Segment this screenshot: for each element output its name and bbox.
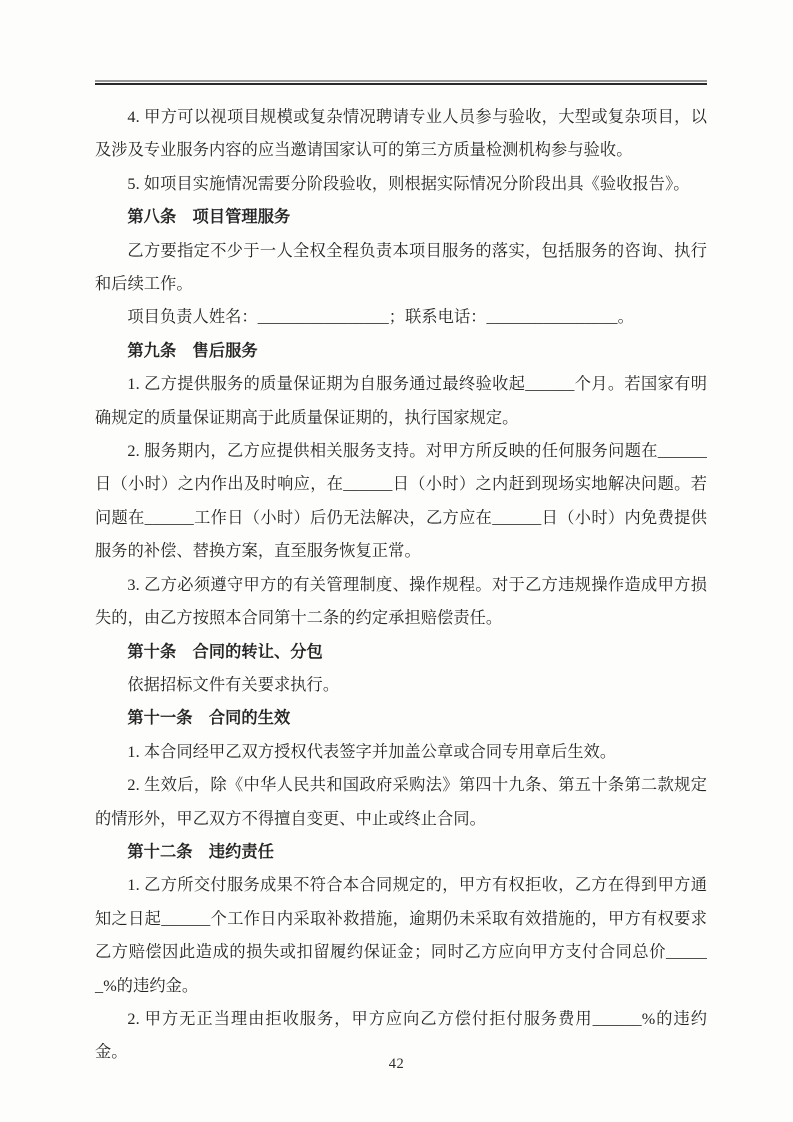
contract-paragraph: 1. 乙方提供服务的质量保证期为自服务通过最终验收起______个月。若国家有明确规定的质量保证期高于此质量保证期的，执行国家规定。 xyxy=(95,375,707,427)
contract-paragraph: 5. 如项目实施情况需要分阶段验收，则根据实际情况分阶段出具《验收报告》。 xyxy=(127,174,690,193)
contract-paragraph: 1. 本合同经甲乙双方授权代表签字并加盖公章或合同专用章后生效。 xyxy=(127,742,617,761)
contract-paragraph: 乙方要指定不少于一人全权全程负责本项目服务的落实，包括服务的咨询、执行和后续工作。 xyxy=(95,241,707,294)
page-number: 42 xyxy=(388,1056,405,1072)
section-heading-article-11: 第十一条 合同的生效 xyxy=(127,709,291,728)
contract-paragraph: 依据招标文件有关要求执行。 xyxy=(127,675,340,694)
contract-paragraph: 1. 乙方所交付服务成果不符合本合同规定的，甲方有权拒收，乙方在得到甲方通知之日起______个工作日内采取补救措施，逾期仍未采取有效措施的，甲方有权要求乙方赔偿因此造成的损失或扣留履约保证金；同时乙方应向甲方支付合同总价______%的违约金。 xyxy=(95,876,707,995)
contract-paragraph-fill-in-blanks: 项目负责人姓名：________________；联系电话：________________。 xyxy=(127,308,634,327)
contract-paragraph: 2. 服务期内，乙方应提供相关服务支持。对甲方所反映的任何服务问题在______日（小时）之内作出及时响应，在______日（小时）之内赶到现场实地解决问题。若问题在______工作日（小时）后仍无法解决，乙方应在______日（小时）内免费提供服务的补偿、替换方案，直至服务恢复正常。 xyxy=(95,442,707,561)
contract-paragraph: 2. 生效后，除《中华人民共和国政府采购法》第四十九条、第五十条第二款规定的情形外，甲乙双方不得擅自变更、中止或终止合同。 xyxy=(95,776,707,828)
contract-paragraph: 4. 甲方可以视项目规模或复杂情况聘请专业人员参与验收，大型或复杂项目，以及涉及专业服务内容的应当邀请国家认可的第三方质量检测机构参与验收。 xyxy=(95,108,707,160)
header-rule-thick-line xyxy=(95,83,707,86)
section-heading-article-12: 第十二条 违约责任 xyxy=(127,842,274,861)
section-heading-article-9: 第九条 售后服务 xyxy=(127,341,258,360)
header-rule xyxy=(95,80,707,85)
contract-paragraph: 2. 甲方无正当理由拒收服务，甲方应向乙方偿付拒付服务费用______%的违约金。 xyxy=(95,1009,707,1062)
section-heading-article-8: 第八条 项目管理服务 xyxy=(127,208,291,227)
contract-paragraph: 3. 乙方必须遵守甲方的有关管理制度、操作规程。对于乙方违规操作造成甲方损失的，由乙方按照本合同第十二条的约定承担赔偿责任。 xyxy=(95,575,707,628)
header-rule-thin-line xyxy=(95,80,707,82)
section-heading-article-10: 第十条 合同的转让、分包 xyxy=(127,642,323,661)
contract-body xyxy=(95,101,707,1070)
